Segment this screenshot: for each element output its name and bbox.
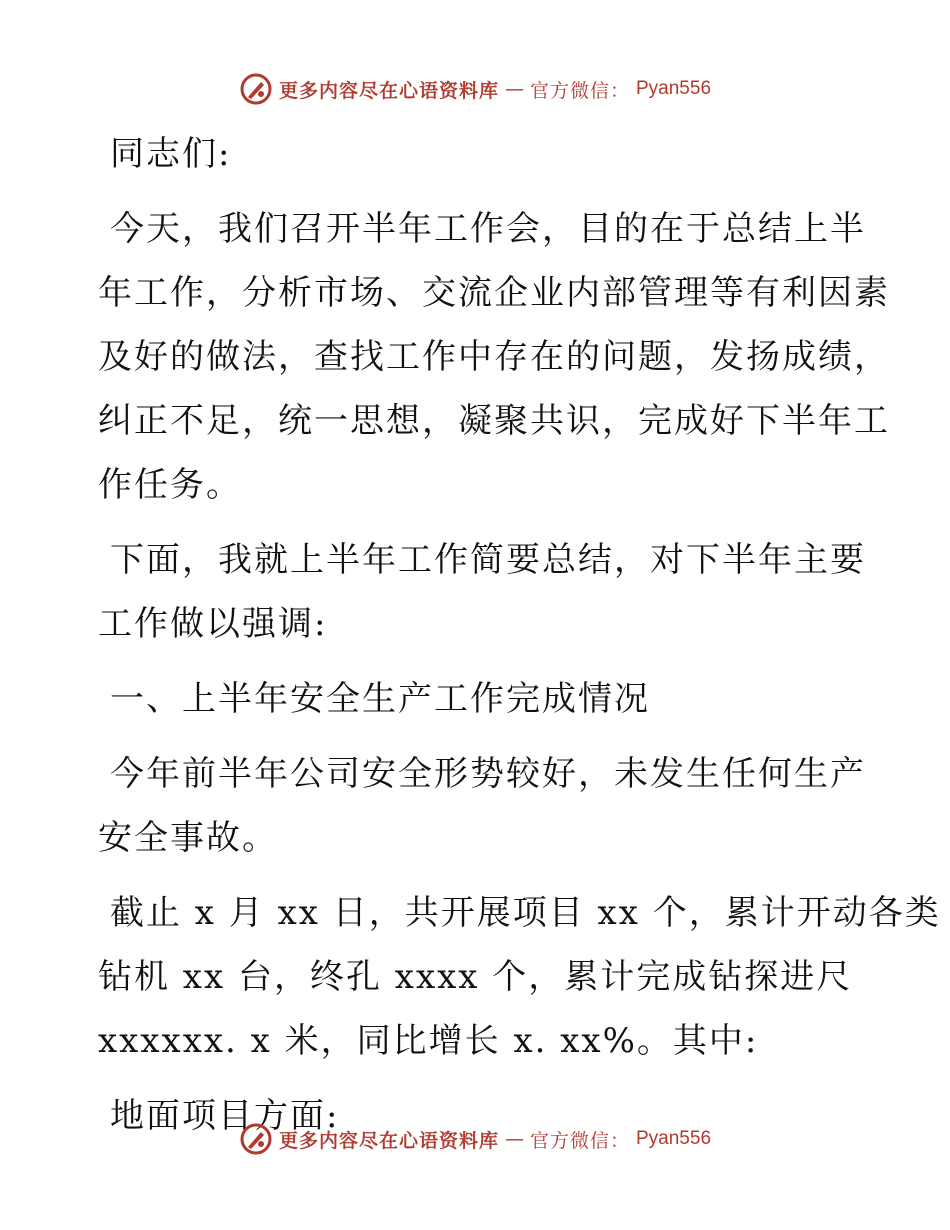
text-line: 同志们: (110, 134, 232, 174)
paragraph-safety (98, 742, 866, 870)
pen-seal-icon (239, 1122, 273, 1156)
text-line: 及好的做法，查找工作中存在的问题，发扬成绩， (98, 337, 890, 377)
section-heading (98, 667, 858, 731)
watermark-separator: — (504, 78, 524, 100)
text-line: 工作做以强调: (98, 604, 328, 644)
watermark-contact-id: Pyan556 (636, 1128, 712, 1149)
text-line: 钻机 xx 台，终孔 xxxx 个，累计完成钻探进尺 (98, 957, 853, 997)
watermark-contact-id: Pyan556 (636, 78, 712, 99)
watermark-contact-label: 官方微信： (529, 1129, 630, 1152)
text-line: 截止 x 月 xx 日，共开展项目 xx 个，累计开动各类 (110, 893, 941, 933)
pen-seal-icon (239, 72, 273, 106)
salutation (98, 122, 858, 186)
header-watermark (0, 72, 950, 106)
paragraph-summary-intro (98, 528, 866, 656)
text-line: 作任务。 (98, 465, 242, 505)
text-line: xxxxxx. x 米，同比增长 x. xx%。其中: (98, 1021, 759, 1061)
footer-watermark (0, 1122, 950, 1156)
text-line: 纠正不足，统一思想，凝聚共识，完成好下半年工 (98, 401, 890, 441)
watermark-main-text: 更多内容尽在心语资料库 (278, 1129, 499, 1152)
text-line: 下面，我就上半年工作简要总结，对下半年主要 (110, 540, 866, 580)
text-line: 一、上半年安全生产工作完成情况 (110, 679, 650, 719)
watermark-separator: — (504, 1128, 524, 1150)
paragraph-statistics (98, 881, 941, 1073)
document-body (98, 122, 941, 1159)
text-line: 今年前半年公司安全形势较好，未发生任何生产 (110, 754, 866, 794)
paragraph-intro (98, 197, 890, 517)
text-line: 今天，我们召开半年工作会，目的在于总结上半 (110, 209, 866, 249)
text-line: 地面项目方面: (110, 1096, 340, 1136)
text-line: 安全事故。 (98, 818, 278, 858)
text-line: 年工作，分析市场、交流企业内部管理等有利因素 (98, 273, 890, 313)
watermark-main-text: 更多内容尽在心语资料库 (278, 79, 499, 102)
watermark-contact-label: 官方微信： (529, 79, 630, 102)
